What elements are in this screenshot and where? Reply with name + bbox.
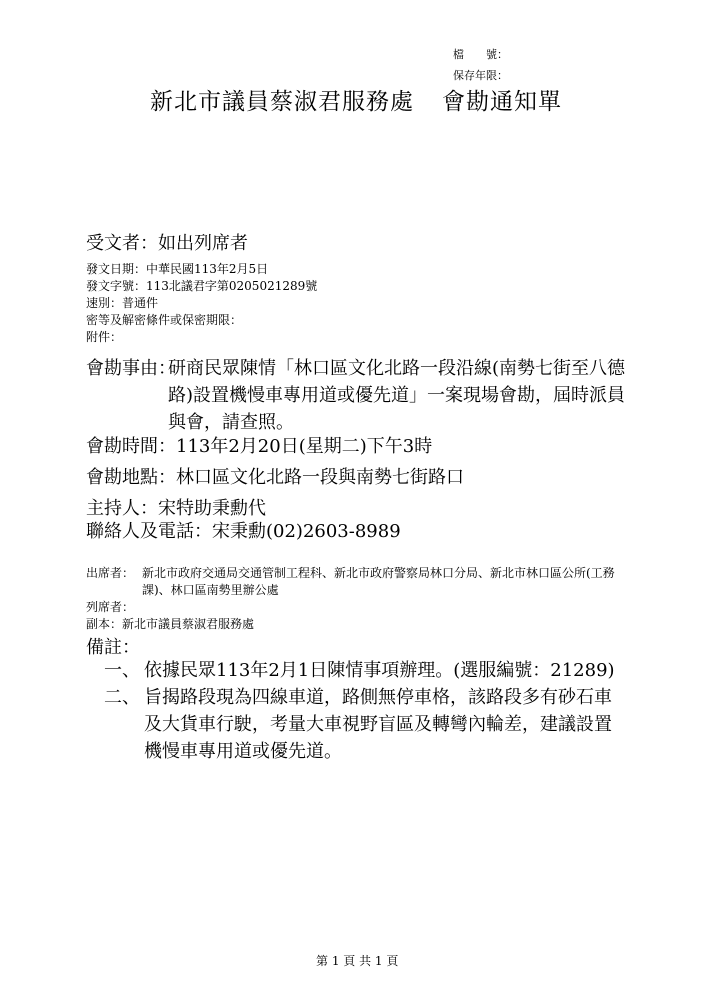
retention-period-label: 保存年限： [453,69,508,82]
file-number-label: 檔 號： [453,48,508,61]
secrecy-level: 密等及解密條件或保密期限： [86,313,243,327]
inspection-matter-label: 會勘事由： [86,358,176,379]
attendees-label: 出席者： [86,566,135,580]
page-footer: 第 1 頁 共 1 頁 [316,954,399,968]
inspection-time: 會勘時間：113年2月20日(星期二)下午3時 [86,436,433,457]
inspection-matter-text: 研商民眾陳情「林口區文化北路一段沿線(南勢七街至八德路)設置機慢車專用道或優先道」一案現場會勘，屆時派員與會，請查照。 [168,358,626,433]
attendees [86,565,626,599]
note-number: 一、 [104,660,140,681]
contact-line: 聯絡人及電話：宋秉勳(02)2603-8989 [86,521,401,542]
recipient-line: 受文者：如出列席者 [86,233,248,254]
note-item [104,684,624,765]
note-text: 旨揭路段現為四線車道，路側無停車格，該路段多有砂石車及大貨車行駛，考量大車視野盲區及轉彎內輪差，建議設置機慢車專用道或優先道。 [144,687,612,762]
org-name: 新北市議員蔡淑君服務處 [150,89,414,115]
observers-line: 列席者： [86,600,135,614]
notes-heading: 備註： [86,637,140,658]
issue-date: 發文日期：中華民國113年2月5日 [86,262,269,276]
note-item [104,657,624,684]
inspection-place: 會勘地點：林口區文化北路一段與南勢七街路口 [86,467,464,488]
speed-class: 速別：普通件 [86,296,159,310]
attachment-line: 附件： [86,330,123,344]
issue-number: 發文字號：113北議君字第0205021289號 [86,279,318,293]
inspection-matter [86,355,626,436]
attendees-text: 新北市政府交通局交通管制工程科、新北市政府警察局林口分局、新北市林口區公所(工務課)、林口區南勢里辦公處 [142,566,615,597]
note-number: 二、 [104,687,140,708]
host-line: 主持人：宋特助秉勳代 [86,498,266,519]
document-title [150,83,562,116]
note-text: 依據民眾113年2月1日陳情事項辦理。(選服編號：21289) [144,660,615,681]
copy-to-line: 副本：新北市議員蔡淑君服務處 [86,617,255,631]
doc-type: 會勘通知單 [442,89,562,115]
